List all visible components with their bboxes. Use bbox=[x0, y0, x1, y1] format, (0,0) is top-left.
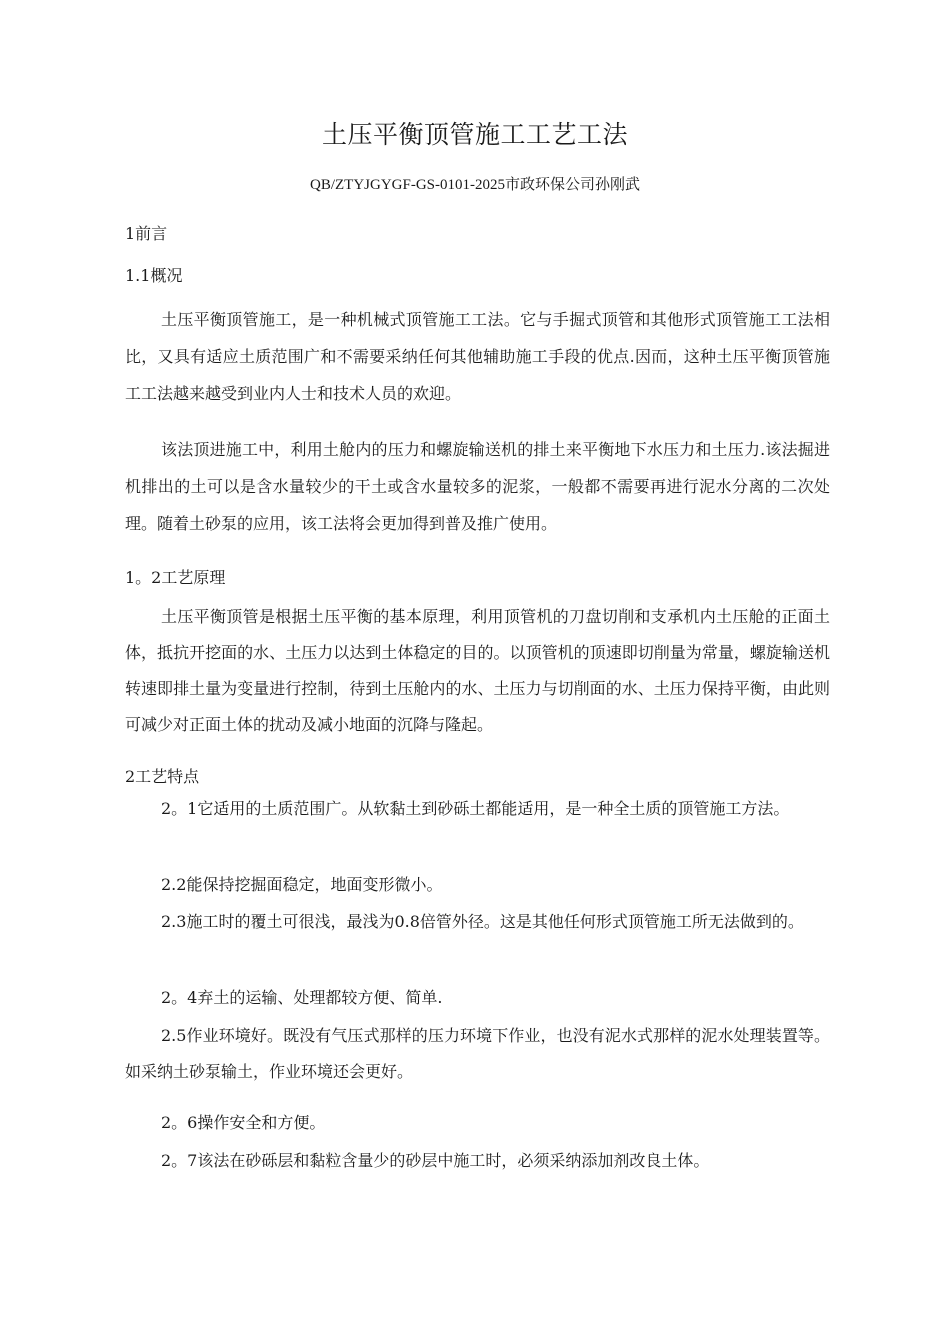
section-heading-1-2: 1。2工艺原理 bbox=[125, 568, 226, 587]
paragraph-overview-2: 该法顶进施工中，利用土舱内的压力和螺旋输送机的排土来平衡地下水压力和土压力.该法掘进机排出的土可以是含水量较少的干土或含水量较多的泥浆，一般都不需要再进行泥水分离的二次处理。随着土砂泵的应用，该工法将会更加得到普及推广使用。 bbox=[125, 440, 830, 533]
feature-item-2-1: 2。1它适用的土质范围广。从软黏土到砂砾土都能适用，是一种全土质的顶管施工方法。 bbox=[161, 799, 790, 818]
feature-item-2-5: 2.5作业环境好。既没有气压式那样的压力环境下作业，也没有泥水式那样的泥水处理装置等。如采纳土砂泵输土，作业环境还会更好。 bbox=[125, 1026, 830, 1081]
document-subtitle bbox=[0, 173, 950, 196]
paragraph-principle: 土压平衡顶管是根据土压平衡的基本原理，利用顶管机的刀盘切削和支承机内土压舱的正面土体，抵抗开挖面的水、土压力以达到土体稳定的目的。以顶管机的顶速即切削量为常量，螺旋输送机转速即排土量为变量进行控制，待到土压舱内的水、土压力与切削面的水、土压力保持平衡，由此则可减少对正面土体的扰动及减小地面的沉降与隆起。 bbox=[125, 607, 830, 734]
feature-item-2-4: 2。4弃土的运输、处理都较方便、简单. bbox=[161, 988, 443, 1007]
paragraph-overview-1: 土压平衡顶管施工，是一种机械式顶管施工工法。它与手掘式顶管和其他形式顶管施工工法相比，又具有适应土质范围广和不需要采纳任何其他辅助施工手段的优点.因而，这种土压平衡顶管施工工法越来越受到业内人士和技术人员的欢迎。 bbox=[125, 310, 830, 403]
feature-item-2-3: 2.3施工时的覆土可很浅，最浅为0.8倍管外径。这是其他任何形式顶管施工所无法做到的。 bbox=[161, 912, 804, 931]
feature-item-2-7: 2。7该法在砂砾层和黏粒含量少的砂层中施工时，必须采纳添加剂改良土体。 bbox=[161, 1151, 710, 1170]
section-heading-1-1: 1.1概况 bbox=[125, 266, 183, 285]
section-heading-1: 1前言 bbox=[125, 224, 168, 243]
feature-item-2-6: 2。6操作安全和方便。 bbox=[161, 1113, 326, 1132]
author-line: 市政环保公司孙刚武 bbox=[504, 175, 640, 193]
standard-code: QB/ZTYJGYGF-GS-0101-2025 bbox=[309, 177, 505, 193]
feature-item-2-2: 2.2能保持挖掘面稳定，地面变形微小。 bbox=[161, 875, 443, 894]
section-heading-2: 2工艺特点 bbox=[125, 767, 200, 786]
document-title: 土压平衡顶管施工工艺工法 bbox=[321, 120, 628, 149]
